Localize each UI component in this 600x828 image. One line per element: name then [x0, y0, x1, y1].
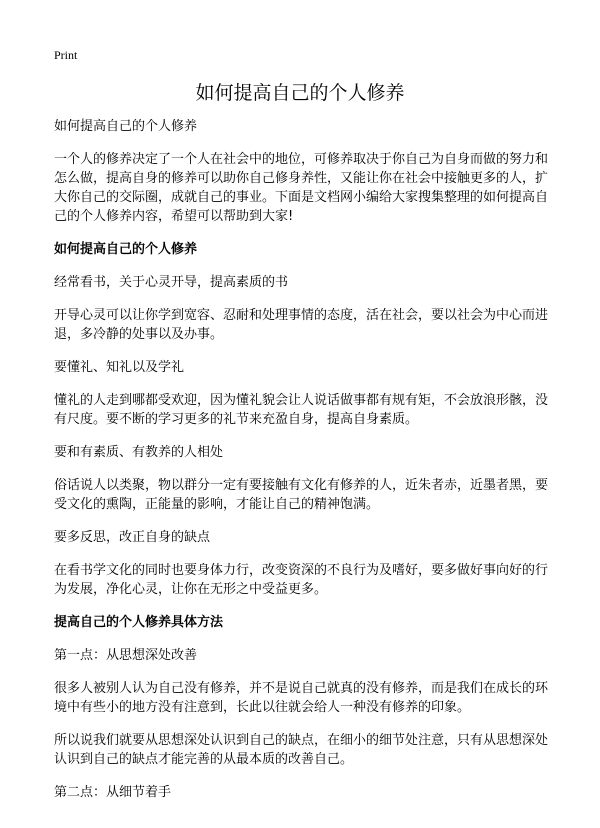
point-2-title: 第二点：从细节着手: [54, 785, 172, 800]
section-heading-2: 提高自己的个人修养具体方法: [54, 615, 224, 630]
section-heading-1: 如何提高自己的个人修养: [54, 242, 198, 257]
article-subtitle: 如何提高自己的个人修养: [54, 119, 198, 134]
item-4-title: 要多反思，改正自身的缺点: [54, 530, 211, 545]
item-2-title: 要懂礼、知礼以及学礼: [54, 360, 185, 375]
point-1-title: 第一点：从思想深处改善: [54, 648, 198, 663]
item-3-body: 俗话说人以类聚，物以群分一定有要接触有文化有修养的人，近朱者赤，近墨者黑，要受文化的熏陶，正能量的影响，才能让自己的精神饱满。: [54, 478, 549, 512]
page-title: 如何提高自己的个人修养: [195, 82, 405, 104]
point-1-body-1: 很多人被别人认为自己没有修养，并不是说自己就真的没有修养，而是我们在成长的环境中有些小的地方没有注意到，长此以往就会给人一种没有修养的印象。: [54, 681, 549, 715]
intro-paragraph: 一个人的修养决定了一个人在社会中的地位，可修养取决于你自己为自身而做的努力和怎么做，提高自身的修养可以助你自己修身养性，又能让你在社会中接触更多的人，扩大你自己的交际圈，成就自己的事业。下面是文档网小编给大家搜集整理的如何提高自己的个人修养内容，希望可以帮助到大家!: [54, 152, 549, 224]
print-link[interactable]: Print: [54, 48, 78, 62]
article-body: [54, 117, 554, 816]
item-2-body: 懂礼的人走到哪都受欢迎，因为懂礼貌会让人说话做事都有规有矩，不会放浪形骸，没有尺度。要不断的学习更多的礼节来充盈自身，提高自身素质。: [54, 393, 549, 427]
point-1-body-2: 所以说我们就要从思想深处认识到自己的缺点，在细小的细节处注意，只有从思想深处认识到自己的缺点才能完善的从最本质的改善自己。: [54, 733, 549, 767]
item-3-title: 要和有素质、有教养的人相处: [54, 445, 224, 460]
item-1-body: 开导心灵可以让你学到宽容、忍耐和处理事情的态度，活在社会，要以社会为中心而进退，多冷静的处事以及办事。: [54, 308, 549, 342]
item-1-title: 经常看书，关于心灵开导，提高素质的书: [54, 275, 289, 290]
item-4-body: 在看书学文化的同时也要身体力行，改变资深的不良行为及嗜好，要多做好事向好的行为发展，净化心灵，让你在无形之中受益更多。: [54, 563, 549, 597]
